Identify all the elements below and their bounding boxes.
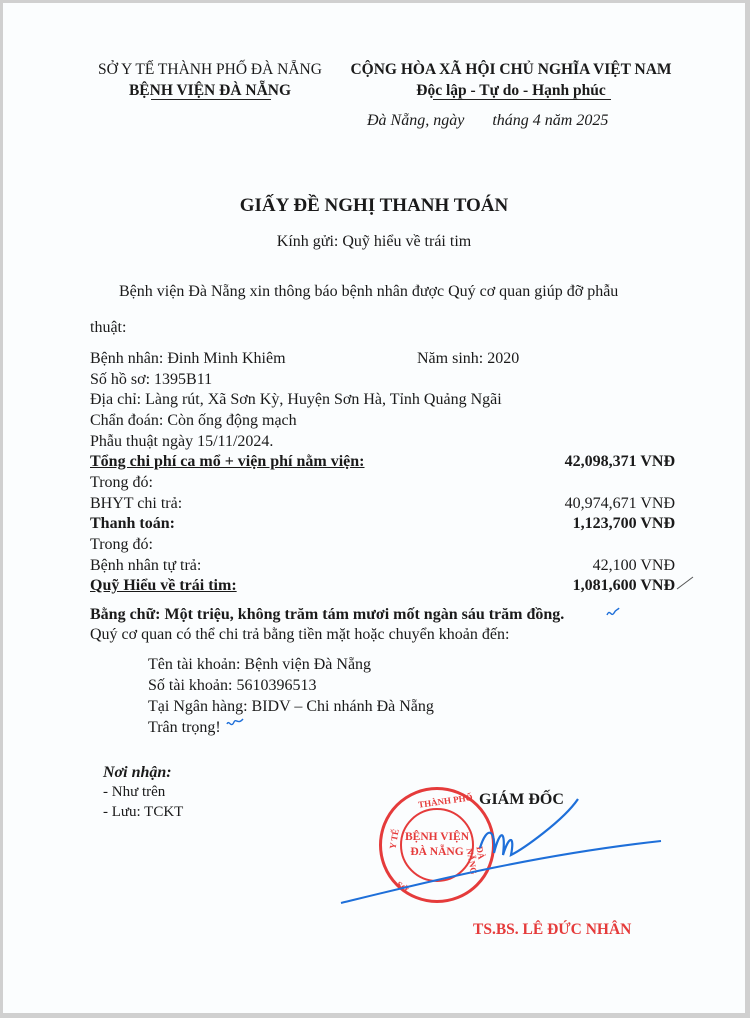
bhyt-row bbox=[90, 493, 675, 514]
intro-text-line1: Bệnh viện Đà Nẵng xin thông báo bệnh nhân được Quý cơ quan giúp đỡ phẫu bbox=[119, 283, 619, 300]
signer-name: TS.BS. LÊ ĐỨC NHÂN bbox=[473, 921, 632, 938]
stamp-line-1: BỆNH VIỆN bbox=[404, 831, 469, 843]
bank-name: Tại Ngân hàng: BIDV – Chi nhánh Đà Nẵng bbox=[148, 698, 434, 715]
of-which-label-1: Trong đó: bbox=[90, 474, 153, 491]
bhyt-value: 40,974,671 VNĐ bbox=[564, 495, 675, 512]
document-title: GIẤY ĐỀ NGHỊ THANH TOÁN bbox=[239, 195, 509, 216]
payment-label: Thanh toán: bbox=[90, 515, 175, 532]
issuer-hospital: BỆNH VIỆN ĐÀ NẴNG bbox=[128, 82, 292, 99]
issuer-department: SỞ Y TẾ THÀNH PHỐ ĐÀ NẴNG bbox=[98, 61, 322, 78]
total-cost-row bbox=[90, 451, 675, 472]
hospital-stamp bbox=[379, 787, 495, 903]
patient-birth-year: Năm sinh: 2020 bbox=[417, 350, 520, 367]
bhyt-label: BHYT chi trả: bbox=[90, 495, 183, 512]
patient-pay-row bbox=[90, 555, 675, 576]
payment-value: 1,123,700 VNĐ bbox=[572, 515, 675, 532]
patient-address: Địa chỉ: Làng rút, Xã Sơn Kỳ, Huyện Sơn Hà, Tỉnh Quảng Ngãi bbox=[90, 391, 502, 408]
issuer-underline bbox=[151, 99, 271, 100]
recipients-heading: Nơi nhận: bbox=[103, 764, 172, 781]
fund-row bbox=[90, 575, 675, 596]
national-title: CỘNG HÒA XÃ HỘI CHỦ NGHĨA VIỆT NAM bbox=[350, 61, 672, 78]
stamp-line-2: ĐÀ NẴNG bbox=[410, 846, 464, 858]
payment-instruction: Quý cơ quan có thể chi trả bằng tiền mặt hoặc chuyển khoản đến: bbox=[90, 626, 510, 643]
patient-pay-label: Bệnh nhân tự trả: bbox=[90, 557, 202, 574]
account-number: Số tài khoản: 5610396513 bbox=[148, 677, 317, 694]
recipient-item-2: - Lưu: TCKT bbox=[103, 804, 184, 820]
total-cost-value: 42,098,371 VNĐ bbox=[564, 453, 675, 470]
fund-value: 1,081,600 VNĐ bbox=[572, 577, 675, 594]
fund-label: Quỹ Hiểu về trái tim: bbox=[90, 577, 237, 594]
document-page bbox=[3, 3, 745, 1013]
national-motto-block bbox=[341, 59, 681, 101]
account-name: Tên tài khoản: Bệnh viện Đà Nẵng bbox=[148, 656, 372, 673]
patient-name-row bbox=[90, 348, 675, 369]
stamp-center bbox=[400, 808, 474, 882]
stamp-ring-left: Y TẾ bbox=[387, 828, 401, 850]
date-line: Đà Nẵng, ngày tháng 4 năm 2025 bbox=[367, 112, 609, 129]
recipient-line: Kính gửi: Quỹ hiểu về trái tim bbox=[276, 233, 472, 250]
stamp-ring-bottom: SỞ bbox=[394, 879, 410, 895]
regards: Trân trọng! bbox=[148, 719, 221, 736]
record-number: Số hồ sơ: 1395B11 bbox=[90, 371, 213, 388]
amount-in-words: Bằng chữ: Một triệu, không trăm tám mươi mốt ngàn sáu trăm đồng. bbox=[90, 606, 565, 623]
stamp-ring-top: THÀNH PHỐ bbox=[417, 792, 474, 810]
signer-position: GIÁM ĐỐC bbox=[479, 791, 564, 808]
motto-underline bbox=[433, 99, 611, 100]
recipient-item-1: - Như trên bbox=[103, 784, 166, 800]
national-motto: Độc lập - Tự do - Hạnh phúc bbox=[416, 82, 606, 99]
patient-pay-value: 42,100 VNĐ bbox=[592, 557, 675, 574]
surgery-date: Phẫu thuật ngày 15/11/2024. bbox=[90, 433, 274, 450]
diagnosis: Chẩn đoán: Còn ống động mạch bbox=[90, 412, 297, 429]
issuer-block bbox=[90, 59, 330, 101]
patient-name: Bệnh nhân: Đinh Minh Khiêm bbox=[90, 350, 286, 367]
stamp-ring-right: ĐÀ NẴNG bbox=[464, 845, 487, 876]
of-which-label-2: Trong đó: bbox=[90, 536, 153, 553]
intro-text-line2: thuật: bbox=[90, 319, 127, 336]
payment-row bbox=[90, 513, 675, 534]
total-cost-label: Tổng chi phí ca mổ + viện phí nằm viện: bbox=[90, 453, 365, 470]
